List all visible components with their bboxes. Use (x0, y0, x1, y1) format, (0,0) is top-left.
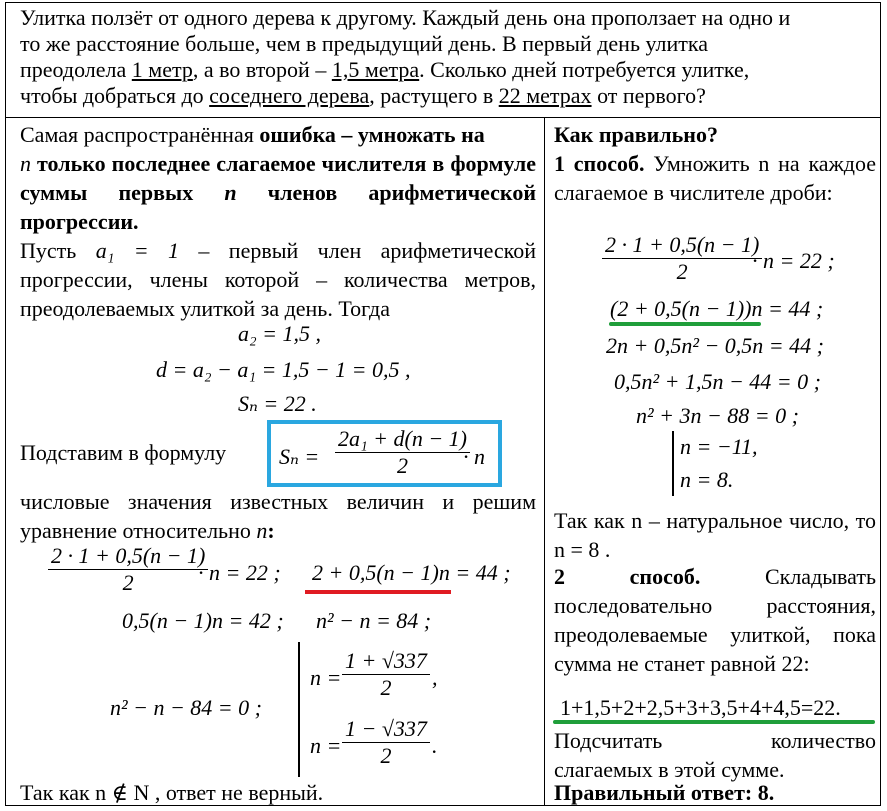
formula-tail: · n (463, 444, 485, 469)
values-text: числовые значения известных величин и решим уравнение относительно (20, 489, 536, 543)
root2-fraction (342, 716, 430, 769)
problem-line-4b: , растущего в (369, 83, 499, 108)
formula-box (267, 420, 502, 487)
intro-bold-1: ошибка – умножать на (259, 122, 485, 147)
eq1-fraction (48, 543, 208, 596)
root2-denominator: 2 (380, 743, 392, 768)
formula-numerator: 2a₁ + d(n − 1) (335, 426, 470, 453)
r-eq5: n² + 3n − 88 = 0 ; (636, 403, 799, 428)
problem-line-4c: от первого? (591, 83, 706, 108)
sum-expression: 1+1,5+2+2,5+3+3,5+4+4,5=22. (560, 695, 841, 720)
eq1-tail: · n = 22 ; (198, 560, 281, 585)
r-roots-bracket (672, 431, 674, 496)
green-underline-2 (553, 720, 875, 724)
way1-paragraph (554, 149, 876, 207)
root1-numerator: 1 + √337 (342, 648, 430, 675)
r-eq2: (2 + 0,5(n − 1))n = 44 ; (610, 296, 824, 321)
roots-bracket (298, 642, 300, 777)
let-text: Пусть (20, 238, 96, 263)
way1-label: 1 способ. (554, 151, 645, 176)
root1-tail: , (432, 665, 438, 690)
eq2b: n² − n = 84 ; (316, 608, 432, 633)
r-eq1-fraction (602, 232, 762, 285)
eq1-wrong: 2 + 0,5(n − 1)n = 44 ; (312, 560, 511, 585)
r-eq3: 2n + 0,5n² − 0,5n = 44 ; (606, 333, 824, 358)
intro-n2: n (224, 180, 237, 205)
formula-lhs: Sₙ = (279, 444, 320, 469)
values-paragraph (20, 487, 536, 545)
problem-distance: 22 метрах (498, 83, 592, 108)
root2-lhs: n = (310, 733, 342, 758)
problem-line-4a: чтобы добраться до (20, 83, 210, 108)
problem-statement (6, 3, 880, 118)
answer: Правильный ответ: 8. (554, 780, 775, 805)
conclusion: Так как n ∉ N , ответ не верный. (20, 780, 324, 805)
let-text-2: – первый член арифметической прогрессии, члены которой – количества метров, преодолеваемых улиткой за день. Тогда (20, 238, 536, 321)
mistake-intro (20, 120, 536, 236)
r-root2: n = 8. (680, 467, 734, 492)
intro-text: Самая распространённая (20, 122, 260, 147)
left-column (20, 120, 536, 323)
way1-text: Умножить n на каждое слагаемое в числителе дроби: (554, 151, 876, 205)
intro-bold-3: членов арифметической прогрессии. (20, 180, 536, 234)
intro-n: n (20, 151, 31, 176)
red-underline (305, 590, 451, 594)
eq3: n² − n − 84 = 0 ; (110, 695, 262, 720)
problem-line-2: то же расстояние больше, чем в предыдущий день. В первый день улитка (20, 31, 708, 56)
r-root1: n = −11, (680, 434, 758, 459)
way2-paragraph (554, 562, 876, 678)
root2-numerator: 1 − √337 (342, 716, 430, 743)
eq1-numerator: 2 · 1 + 0,5(n − 1) (48, 543, 208, 570)
root1-fraction (342, 648, 430, 701)
let-equation: a₁ = 1 (95, 238, 179, 263)
values-colon: : (267, 518, 275, 543)
root1-lhs: n = (310, 665, 342, 690)
count-paragraph: Подсчитать количество слагаемых в этой сумме. (554, 728, 876, 782)
root1-denominator: 2 (380, 675, 392, 700)
problem-line-1: Улитка ползёт от одного дерева к другому. Каждый день она проползает на одно и (20, 5, 791, 30)
way2-text: Складывать последовательно расстояния, преодолеваемые улиткой, пока сумма не станет равной 22: (554, 564, 876, 676)
problem-line-3b: , а во второй – (192, 57, 332, 82)
intro-bold-2: только последнее слагаемое числителя в формуле суммы первых (20, 151, 536, 205)
substitute-text: Подставим в формулу (20, 440, 227, 465)
problem-line-3c: . Сколько дней потребуется улитке, (419, 57, 750, 82)
let-paragraph (20, 236, 536, 323)
right-column (554, 120, 876, 207)
values-n: n (256, 518, 268, 543)
formula-fraction (335, 426, 470, 479)
eq2a: 0,5(n − 1)n = 42 ; (122, 608, 284, 633)
eq1-denominator: 2 (122, 570, 134, 595)
r-eq1-denominator: 2 (676, 259, 688, 284)
formula-denominator: 2 (397, 453, 408, 478)
way2-label: 2 способ. (554, 564, 701, 589)
root2-tail: . (432, 733, 438, 758)
r-eq1-tail: · n = 22 ; (752, 248, 835, 273)
problem-second-day: 1,5 метра (331, 57, 420, 82)
problem-first-day: 1 метр (131, 57, 193, 82)
r-eq4: 0,5n² + 1,5n − 44 = 0 ; (614, 369, 821, 394)
eq-a2: a₂ = 1,5 , (238, 321, 321, 346)
right-title: Как правильно? (554, 122, 718, 147)
problem-line-3a: преодолела (20, 57, 132, 82)
column-divider (544, 118, 545, 806)
problem-neighbor-tree: соседнего дерева (209, 83, 370, 108)
since-paragraph: Так как n – натуральное число, то n = 8 . (554, 508, 876, 562)
r-eq1-numerator: 2 · 1 + 0,5(n − 1) (602, 232, 762, 259)
green-underline-1 (609, 322, 761, 326)
eq-sn: Sₙ = 22 . (238, 391, 317, 416)
eq-d: d = a₂ − a₁ = 1,5 − 1 = 0,5 , (156, 357, 411, 382)
